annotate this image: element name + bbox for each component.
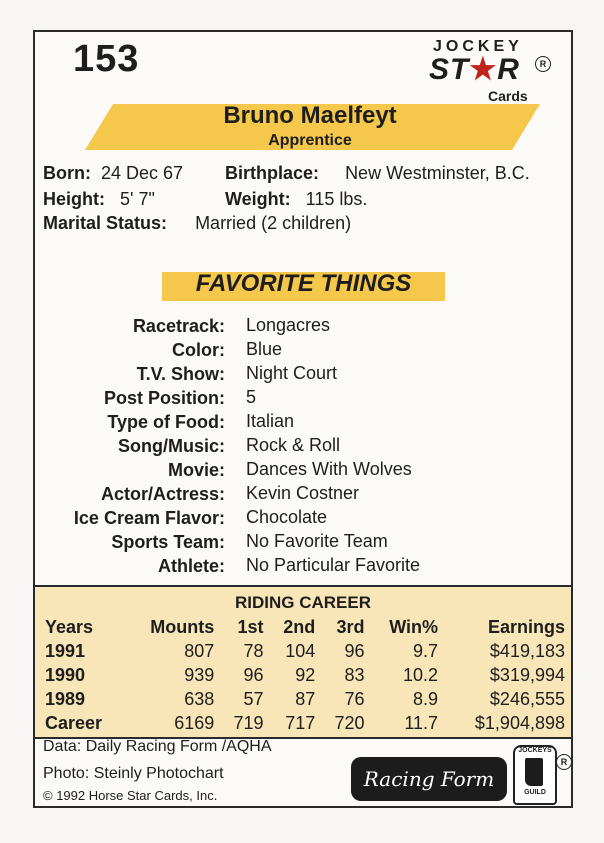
data-source: Data: Daily Racing Form /AQHA bbox=[43, 738, 272, 755]
trading-card-back bbox=[33, 30, 573, 808]
fav-label: Movie: bbox=[167, 460, 225, 480]
column-header: Mounts bbox=[150, 616, 215, 637]
weight-row bbox=[225, 189, 367, 210]
logo-cards-text: Cards bbox=[488, 88, 528, 104]
table-cell: $319,994 bbox=[489, 664, 565, 685]
born-value: 24 Dec 67 bbox=[101, 163, 184, 183]
table-cell: 8.9 bbox=[413, 688, 439, 709]
fav-value: Longacres bbox=[246, 315, 331, 335]
table-cell: 720 bbox=[334, 712, 365, 733]
fav-label: Actor/Actress: bbox=[100, 484, 225, 504]
fav-value: No Favorite Team bbox=[246, 531, 388, 551]
height-label: Height: bbox=[43, 189, 105, 209]
guild-top-text: JOCKEYS bbox=[518, 747, 552, 754]
table-cell: $419,183 bbox=[489, 640, 565, 661]
player-name: Bruno Maelfeyt bbox=[223, 102, 397, 129]
fav-label: T.V. Show: bbox=[136, 364, 225, 384]
height-row bbox=[43, 189, 155, 210]
riding-career-panel bbox=[35, 585, 571, 739]
card-number: 153 bbox=[73, 38, 140, 80]
fav-value: Dances With Wolves bbox=[246, 459, 412, 479]
table-row bbox=[41, 639, 569, 663]
table-row bbox=[41, 687, 569, 711]
birthplace-label: Birthplace: bbox=[225, 163, 320, 183]
table-cell: 78 bbox=[243, 640, 264, 661]
fav-label: Ice Cream Flavor: bbox=[73, 508, 225, 528]
fav-value: Italian bbox=[246, 411, 295, 431]
table-row bbox=[41, 663, 569, 687]
marital-label: Marital Status: bbox=[43, 213, 168, 233]
weight-value: 115 lbs. bbox=[305, 189, 368, 209]
marital-value: Married (2 children) bbox=[195, 213, 352, 233]
fav-label: Post Position: bbox=[104, 388, 225, 408]
table-cell: 1990 bbox=[45, 664, 86, 685]
logo-r: R bbox=[497, 53, 520, 86]
fav-label: Athlete: bbox=[158, 556, 225, 576]
fav-label: Song/Music: bbox=[118, 436, 225, 456]
table-cell: Career bbox=[45, 712, 103, 733]
registered-icon: R bbox=[535, 56, 551, 72]
table-cell: 9.7 bbox=[413, 640, 439, 661]
column-header: 3rd bbox=[336, 616, 365, 637]
column-header: Earnings bbox=[487, 616, 565, 637]
table-cell: 939 bbox=[184, 664, 215, 685]
born-row bbox=[43, 163, 183, 184]
weight-label: Weight: bbox=[225, 189, 291, 209]
table-cell: 57 bbox=[243, 688, 264, 709]
logo-st: ST bbox=[429, 53, 470, 86]
table-cell: 1991 bbox=[45, 640, 86, 661]
fav-value: Rock & Roll bbox=[246, 435, 341, 455]
table-cell: 638 bbox=[184, 688, 215, 709]
table-cell: 1989 bbox=[45, 688, 86, 709]
table-cell: $246,555 bbox=[489, 688, 565, 709]
copyright: © 1992 Horse Star Cards, Inc. bbox=[43, 788, 218, 803]
fav-value: 5 bbox=[246, 387, 257, 407]
birthplace-value: New Westminster, B.C. bbox=[345, 163, 530, 183]
favorites-title: FAVORITE THINGS bbox=[195, 270, 412, 297]
career-table bbox=[41, 615, 569, 735]
registered-icon: R bbox=[556, 754, 572, 770]
height-value: 5' 7" bbox=[120, 189, 155, 209]
fav-value: Blue bbox=[246, 339, 283, 359]
column-header: Years bbox=[45, 616, 94, 637]
table-cell: 92 bbox=[295, 664, 316, 685]
career-title: RIDING CAREER bbox=[234, 593, 371, 612]
star-icon: ★ bbox=[469, 53, 498, 86]
table-cell: 6169 bbox=[174, 712, 215, 733]
column-header: 1st bbox=[237, 616, 264, 637]
table-cell: 96 bbox=[243, 664, 264, 685]
marital-row bbox=[43, 213, 351, 234]
table-cell: 76 bbox=[344, 688, 365, 709]
table-cell: 104 bbox=[285, 640, 316, 661]
table-cell: $1,904,898 bbox=[474, 712, 565, 733]
table-cell: 96 bbox=[344, 640, 365, 661]
fav-label: Sports Team: bbox=[111, 532, 225, 552]
racing-form-logo: Racing Form bbox=[351, 757, 507, 801]
table-row-career-total bbox=[41, 711, 569, 735]
fav-value: No Particular Favorite bbox=[246, 555, 421, 575]
birthplace-row bbox=[225, 163, 530, 184]
fav-label: Color: bbox=[172, 340, 225, 360]
fav-label: Racetrack: bbox=[132, 316, 225, 336]
fav-value: Night Court bbox=[246, 363, 338, 383]
born-label: Born: bbox=[43, 163, 91, 183]
table-cell: 717 bbox=[285, 712, 316, 733]
player-status: Apprentice bbox=[268, 132, 352, 149]
table-cell: 11.7 bbox=[404, 712, 439, 733]
column-header: 2nd bbox=[283, 616, 316, 637]
fav-label: Type of Food: bbox=[107, 412, 225, 432]
table-cell: 10.2 bbox=[402, 664, 439, 685]
table-cell: 719 bbox=[233, 712, 264, 733]
guild-bottom-text: GUILD bbox=[524, 789, 546, 796]
jockey-star-logo bbox=[429, 52, 520, 87]
table-cell: 87 bbox=[295, 688, 316, 709]
column-header: Win% bbox=[389, 616, 439, 637]
table-cell: 807 bbox=[184, 640, 215, 661]
photo-credit: Photo: Steinly Photochart bbox=[43, 765, 224, 782]
fav-value: Chocolate bbox=[246, 507, 328, 527]
table-cell: 83 bbox=[344, 664, 365, 685]
table-header-row bbox=[41, 615, 569, 639]
fav-value: Kevin Costner bbox=[246, 483, 360, 503]
boot-icon bbox=[525, 758, 543, 786]
logo-jockey-text: JOCKEY bbox=[433, 38, 523, 55]
